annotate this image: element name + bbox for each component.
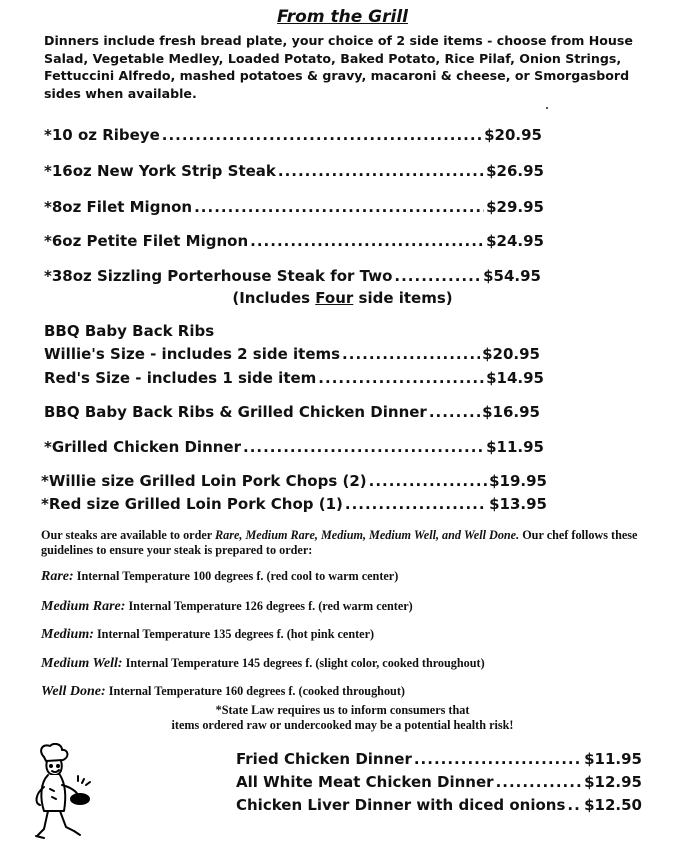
doneness-options: Rare, Medium Rare, Medium, Medium Well, and Well Done. [215,528,520,542]
menu-item-porterhouse [44,267,541,285]
leader-dots [278,162,484,180]
leader-dots [414,750,582,768]
item-name: Fried Chicken Dinner [236,750,412,768]
item-name: *16oz New York Strip Steak [44,162,276,180]
menu-item-ny-strip [44,162,544,180]
item-name: *38oz Sizzling Porterhouse Steak for Two [44,267,393,285]
item-name: Red's Size - includes 1 side item [44,369,317,387]
temp-medium-well: Medium Well: Internal Temperature 145 degrees f. (slight color, cooked throughout) [41,656,485,671]
menu-item-petite-filet [44,232,544,250]
leader-dots [496,773,583,791]
menu-item-filet [44,198,544,216]
leader-dots [194,198,484,216]
item-price: $26.95 [486,162,544,180]
menu-item-fried-chicken [236,750,642,768]
page-title: From the Grill [277,7,408,27]
porterhouse-note: (Includes Four side items) [232,289,453,307]
temp-label: Well Done: [41,684,106,699]
temp-medium: Medium: Internal Temperature 135 degrees f. (hot pink center) [41,627,375,642]
item-name: Willie's Size - includes 2 side items [44,345,341,363]
item-price: $29.95 [486,198,544,216]
chef-illustration [30,743,92,845]
item-price: $11.95 [486,438,544,456]
item-price: $12.95 [584,773,642,791]
item-price: $12.50 [584,796,642,814]
leader-dots [394,267,481,285]
leader-dots [243,438,484,456]
item-price: $54.95 [483,267,541,285]
scan-speck [546,107,548,109]
menu-item-grilled-chicken [44,438,544,456]
temp-rare: Rare: Internal Temperature 100 degrees f. (red cool to warm center) [41,569,399,584]
item-price: $20.95 [482,345,540,363]
leader-dots [342,345,480,363]
temp-medium-rare: Medium Rare: Internal Temperature 126 degrees f. (red warm center) [41,599,413,614]
four-emphasis: Four [315,289,354,307]
item-name: BBQ Baby Back Ribs & Grilled Chicken Dinner [44,403,427,421]
item-price: $11.95 [584,750,642,768]
item-name: *10 oz Ribeye [44,126,160,144]
item-price: $16.95 [482,403,540,421]
steak-info-paragraph: Our steaks are available to order Rare, Medium Rare, Medium, Medium Well, and Well Done. Our chef follows these guidelines to ensure your steak is prepared to order: [41,528,638,557]
leader-dots [567,796,582,814]
leader-dots [318,369,484,387]
menu-item-white-meat-chicken [236,773,642,791]
item-name: *Grilled Chicken Dinner [44,438,241,456]
menu-item-willies-ribs [44,345,540,363]
item-name: *Red size Grilled Loin Pork Chop (1) [41,495,343,513]
item-name: Chicken Liver Dinner with diced onions [236,796,566,814]
item-name: *6oz Petite Filet Mignon [44,232,249,250]
item-price: $14.95 [486,369,544,387]
item-name: All White Meat Chicken Dinner [236,773,494,791]
menu-item-ribs-chicken-combo [44,403,540,421]
item-price: $24.95 [486,232,544,250]
item-name: *Willie size Grilled Loin Pork Chops (2) [41,472,367,490]
temp-label: Medium: [41,627,94,642]
item-price: $13.95 [489,495,547,513]
menu-item-chicken-liver [236,796,642,814]
temp-label: Medium Rare: [41,599,126,614]
item-name: *8oz Filet Mignon [44,198,193,216]
item-price: $20.95 [484,126,542,144]
ribs-heading: BBQ Baby Back Ribs [44,322,215,340]
leader-dots [162,126,482,144]
menu-item-reds-ribs [44,369,544,387]
temp-label: Rare: [41,569,74,584]
leader-dots [345,495,487,513]
state-law-notice: *State Law requires us to inform consumers that items ordered raw or undercooked may be a potential health risk! [171,703,514,732]
menu-item-willie-pork [41,472,547,490]
temp-label: Medium Well: [41,656,123,671]
menu-item-red-pork [41,495,547,513]
leader-dots [250,232,484,250]
intro-text: Dinners include fresh bread plate, your choice of 2 side items - choose from House Salad, Vegetable Medley, Loaded Potato, Baked Potato, Rice Pilaf, Onion Strings, Fettuccini Alfredo, mashed potatoes & gravy, macaroni & cheese, or Smorgasbord sides when available. [44,33,633,101]
leader-dots [429,403,480,421]
menu-item-ribeye [44,126,542,144]
leader-dots [369,472,487,490]
item-price: $19.95 [489,472,547,490]
temp-well-done: Well Done: Internal Temperature 160 degrees f. (cooked throughout) [41,684,405,699]
